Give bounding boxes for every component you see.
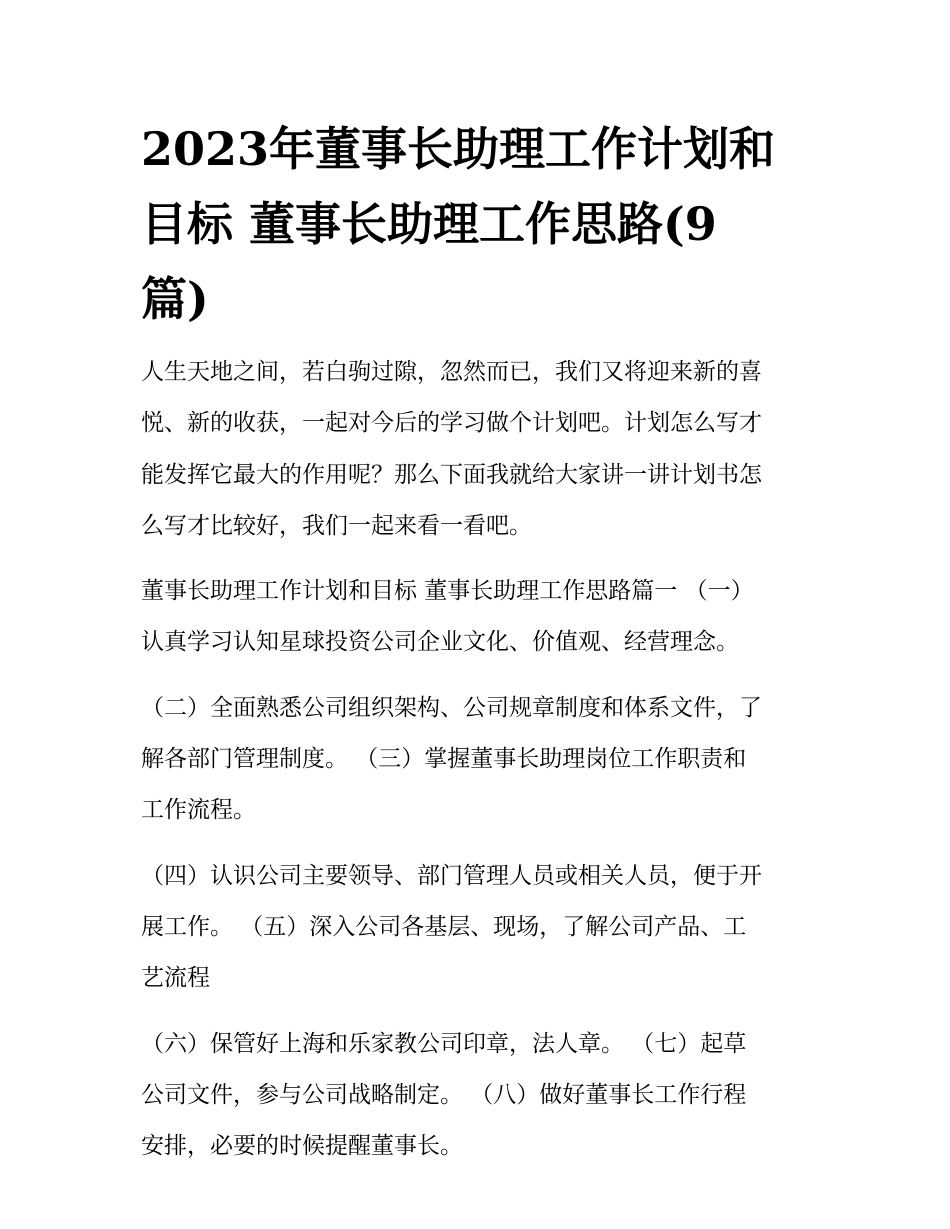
- text-line: 么写才比较好，我们一起来看一看吧。: [141, 512, 532, 539]
- text-line: 解各部门管理制度。 （三）掌握董事长助理岗位工作职责和: [141, 746, 747, 773]
- title-line: 目标 董事长助理工作思路(9: [141, 197, 717, 251]
- text-line: 展工作。 （五）深入公司各基层、现场，了解公司产品、工: [141, 913, 747, 940]
- document-title: [141, 112, 821, 337]
- text-line: 认真学习认知星球投资公司企业文化、价值观、经营理念。: [141, 629, 739, 656]
- intro-paragraph: [141, 347, 821, 552]
- text-line: （四）认识公司主要领导、部门管理人员或相关人员，便于开: [141, 862, 762, 889]
- text-line: 公司文件，参与公司战略制定。 （八）做好董事长工作行程: [141, 1081, 747, 1108]
- text-line: （六）保管好上海和乐家教公司印章，法人章。 （七）起草: [141, 1030, 747, 1057]
- item-six-eight-paragraph: [141, 1019, 821, 1173]
- text-line: （二）全面熟悉公司组织架构、公司规章制度和体系文件，了: [141, 694, 762, 721]
- item-four-five-paragraph: [141, 851, 821, 1005]
- text-line: 工作流程。: [141, 797, 256, 824]
- document-body: [141, 112, 821, 1172]
- text-line: 董事长助理工作计划和目标 董事长助理工作思路篇一 （一）: [141, 578, 754, 605]
- text-line: 能发挥它最大的作用呢？那么下面我就给大家讲一讲计划书怎: [141, 461, 762, 488]
- text-line: 人生天地之间，若白驹过隙，忽然而已，我们又将迎来新的喜: [141, 359, 762, 385]
- title-line: 篇): [141, 272, 209, 326]
- item-two-three-paragraph: [141, 683, 821, 837]
- text-line: 安排，必要的时候提醒董事长。: [141, 1133, 463, 1160]
- section-one-paragraph: [141, 566, 821, 669]
- title-line: 2023年董事长助理工作计划和: [141, 122, 776, 176]
- text-line: 艺流程: [141, 965, 210, 992]
- text-line: 悦、新的收获，一起对今后的学习做个计划吧。计划怎么写才: [141, 410, 762, 437]
